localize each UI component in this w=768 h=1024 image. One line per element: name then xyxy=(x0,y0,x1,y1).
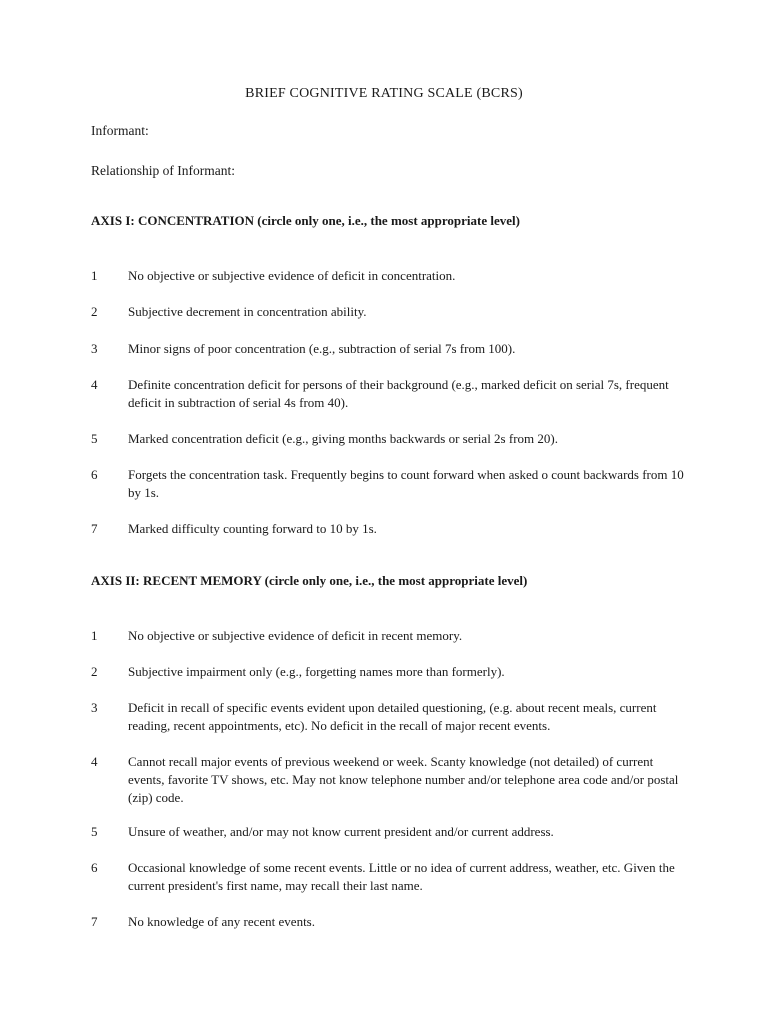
item-number: 3 xyxy=(91,700,98,715)
axis1-heading: AXIS I: CONCENTRATION (circle only one, i.e., the most appropriate level) xyxy=(91,213,520,228)
item-text: Cannot recall major events of previous weekend or week. Scanty knowledge (not detailed) of current events, favorite TV shows, etc. May not know telephone number and/or telephone area code and/or postal (zip) code. xyxy=(128,754,679,805)
axis2-item-6 xyxy=(91,859,691,895)
item-number: 2 xyxy=(91,664,98,679)
axis1-item-2 xyxy=(91,303,691,321)
axis2-item-3 xyxy=(91,699,691,735)
item-text: Occasional knowledge of some recent events. Little or no idea of current address, weather, etc. Given the current president's first name, may recall their last name. xyxy=(128,860,675,893)
item-number: 4 xyxy=(91,377,98,392)
item-number: 7 xyxy=(91,521,98,536)
item-text: Deficit in recall of specific events evident upon detailed questioning, (e.g. about recent meals, current reading, recent appointments, etc). No deficit in the recall of major recent events. xyxy=(128,700,657,733)
axis1-item-6 xyxy=(91,466,691,502)
item-text: No knowledge of any recent events. xyxy=(128,914,315,929)
axis1-item-5 xyxy=(91,430,691,448)
axis2-item-5 xyxy=(91,823,691,841)
informant-label: Informant: xyxy=(91,123,149,138)
axis2-item-1 xyxy=(91,627,691,645)
item-number: 4 xyxy=(91,754,98,769)
item-number: 2 xyxy=(91,304,98,319)
page-title: BRIEF COGNITIVE RATING SCALE (BCRS) xyxy=(245,86,523,101)
axis2-item-7 xyxy=(91,913,691,931)
item-number: 7 xyxy=(91,914,98,929)
item-number: 3 xyxy=(91,341,98,356)
item-text: Marked difficulty counting forward to 10 by 1s. xyxy=(128,521,377,536)
axis2-item-2 xyxy=(91,663,691,681)
item-text: Unsure of weather, and/or may not know current president and/or current address. xyxy=(128,824,554,839)
item-text: Forgets the concentration task. Frequently begins to count forward when asked o count backwards from 10 by 1s. xyxy=(128,467,684,500)
axis1-item-1 xyxy=(91,267,691,285)
axis2-heading: AXIS II: RECENT MEMORY (circle only one, i.e., the most appropriate level) xyxy=(91,573,528,588)
item-number: 6 xyxy=(91,860,98,875)
item-number: 6 xyxy=(91,467,98,482)
item-number: 5 xyxy=(91,824,98,839)
item-text: Minor signs of poor concentration (e.g., subtraction of serial 7s from 100). xyxy=(128,341,516,356)
item-text: Definite concentration deficit for persons of their background (e.g., marked deficit on serial 7s, frequent deficit in subtraction of serial 4s from 40). xyxy=(128,377,669,410)
relationship-label: Relationship of Informant: xyxy=(91,163,235,178)
item-text: Subjective impairment only (e.g., forgetting names more than formerly). xyxy=(128,664,505,679)
item-number: 1 xyxy=(91,628,98,643)
item-text: No objective or subjective evidence of deficit in recent memory. xyxy=(128,628,463,643)
item-text: Subjective decrement in concentration ability. xyxy=(128,304,367,319)
axis1-item-7 xyxy=(91,520,691,538)
item-text: No objective or subjective evidence of deficit in concentration. xyxy=(128,268,456,283)
item-text: Marked concentration deficit (e.g., giving months backwards or serial 2s from 20). xyxy=(128,431,558,446)
item-number: 1 xyxy=(91,268,98,283)
axis1-item-4 xyxy=(91,376,691,412)
axis1-item-3 xyxy=(91,340,691,358)
axis2-item-4 xyxy=(91,753,691,807)
item-number: 5 xyxy=(91,431,98,446)
